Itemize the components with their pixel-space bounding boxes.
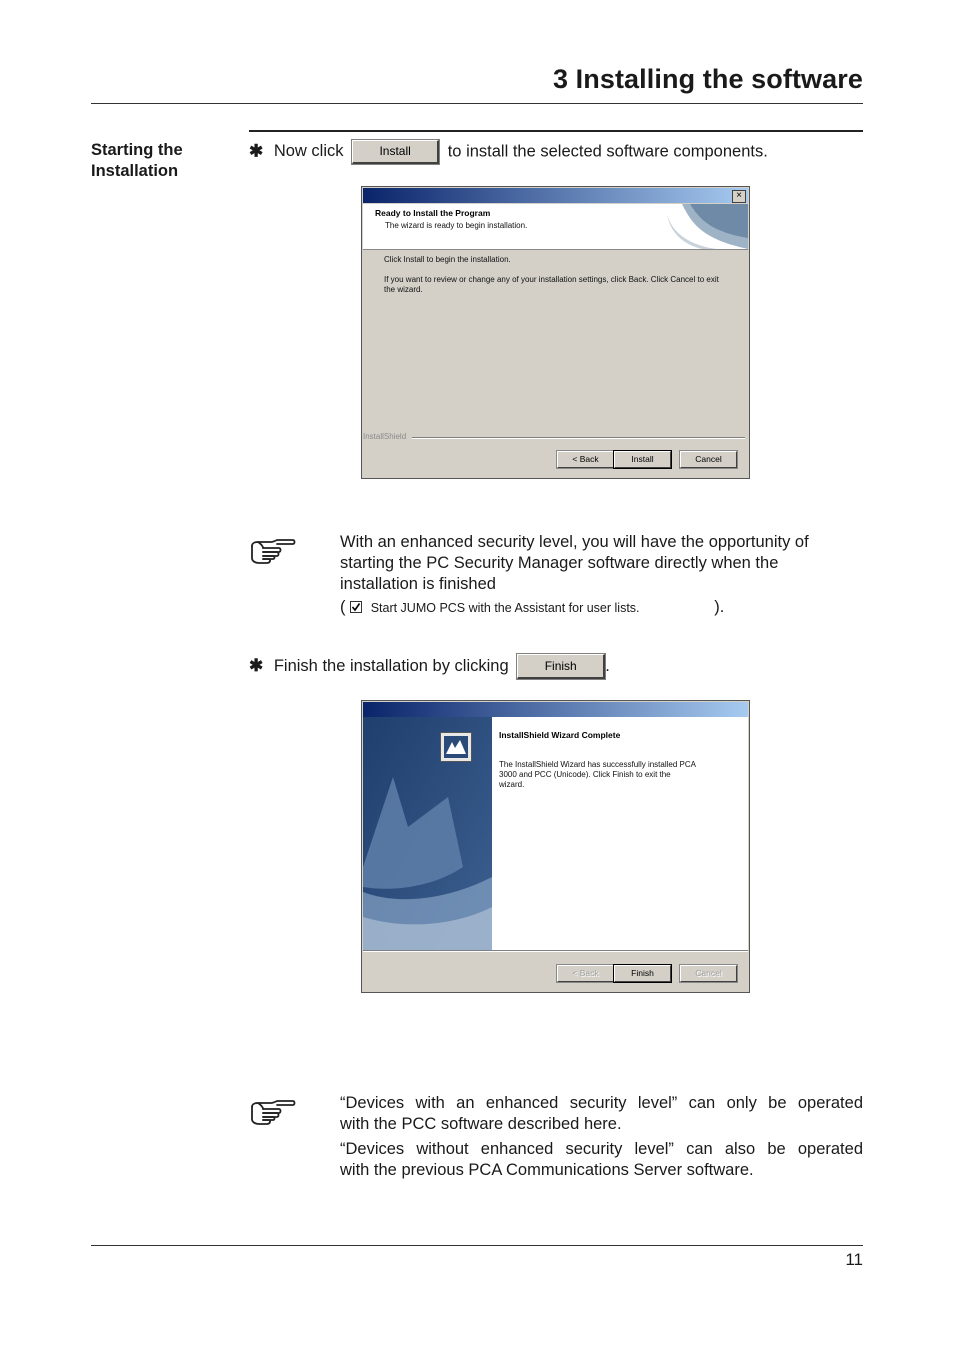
bullet-marker: ✱ (249, 655, 264, 675)
install-button-inline[interactable]: Install (352, 140, 439, 164)
dialog-divider (412, 437, 745, 439)
pointing-hand-icon (249, 536, 297, 566)
cancel-button[interactable]: Cancel (680, 451, 737, 468)
dialog-title: Ready to Install the Program (375, 208, 491, 218)
installshield-banner-icon (662, 204, 748, 249)
wizard-content-panel (492, 717, 748, 950)
note2-para1-line2: with the PCC software described here. (340, 1115, 622, 1133)
checkbox-example (340, 597, 863, 619)
wizard-complete-dialog (361, 700, 750, 993)
note-security-level (340, 532, 863, 595)
close-icon[interactable]: × (732, 190, 746, 203)
installshield-logo-icon (440, 732, 472, 762)
note1-line1: With an enhanced security level, you will have the opportunity of (340, 533, 809, 551)
paren-open: ( (340, 598, 346, 616)
step-install (249, 140, 863, 164)
page-number: 11 (845, 1250, 863, 1269)
back-button[interactable]: < Back (557, 451, 614, 468)
wizard-body-line3: wizard. (499, 780, 525, 789)
step-install-text-after: to install the selected software components. (447, 142, 768, 161)
checkbox-checked-icon[interactable] (350, 601, 362, 613)
step-finish-text-before: Finish the installation by clicking (273, 656, 509, 675)
checkbox-label: Start JUMO PCS with the Assistant for user lists. (370, 601, 640, 615)
wizard-side-panel (363, 717, 492, 950)
install-button[interactable]: Install (614, 451, 671, 468)
wizard-complete-body (499, 760, 739, 790)
step-install-text-before: Now click (273, 142, 344, 161)
dialog-info-line1: If you want to review or change any of your installation settings, click Back. Click Cancel to exit (384, 275, 719, 284)
dialog-divider (363, 950, 748, 952)
bullet-marker: ✱ (249, 141, 264, 161)
dialog-titlebar (363, 188, 748, 203)
dialog-header-panel (363, 204, 748, 250)
dialog-instruction: Click Install to begin the installation. (384, 255, 511, 264)
installshield-brand: InstallShield (363, 432, 407, 441)
note2-para2-line2: with the previous PCA Communications Server software. (340, 1161, 754, 1179)
note-devices (340, 1093, 863, 1181)
note1-line3: installation is finished (340, 575, 496, 593)
back-button-disabled: < Back (557, 965, 614, 982)
note1-line2: starting the PC Security Manager software directly when the (340, 554, 779, 572)
dialog-info-line2: the wizard. (384, 285, 423, 294)
section-heading-line1: Starting the (91, 141, 183, 159)
step-finish-text-after: . (605, 656, 610, 675)
finish-button-inline[interactable]: Finish (517, 654, 605, 679)
note2-para1-line1: “Devices with an enhanced security level” can only be operated (340, 1094, 863, 1112)
ready-to-install-dialog (361, 186, 750, 479)
dialog-info (384, 275, 736, 295)
step-finish (249, 654, 863, 679)
section-heading-line2: Installation (91, 162, 179, 180)
footer-rule (91, 1245, 863, 1246)
paren-close: ). (714, 598, 725, 616)
wizard-body-line2: 3000 and PCC (Unicode). Click Finish to exit the (499, 770, 671, 779)
pointing-hand-icon (249, 1097, 297, 1127)
dialog-subtitle: The wizard is ready to begin installation. (385, 221, 528, 230)
wizard-complete-title: InstallShield Wizard Complete (499, 730, 621, 740)
cancel-button-disabled: Cancel (680, 965, 737, 982)
note2-para2-line1: “Devices without enhanced security level” can also be operated (340, 1140, 863, 1158)
chapter-title: 3 Installing the software (552, 64, 863, 94)
dialog-titlebar (363, 702, 748, 717)
section-rule (249, 130, 863, 132)
finish-button[interactable]: Finish (614, 965, 671, 982)
section-heading (91, 140, 231, 182)
wizard-body-line1: The InstallShield Wizard has successfully installed PCA (499, 760, 696, 769)
header-rule (91, 103, 863, 104)
